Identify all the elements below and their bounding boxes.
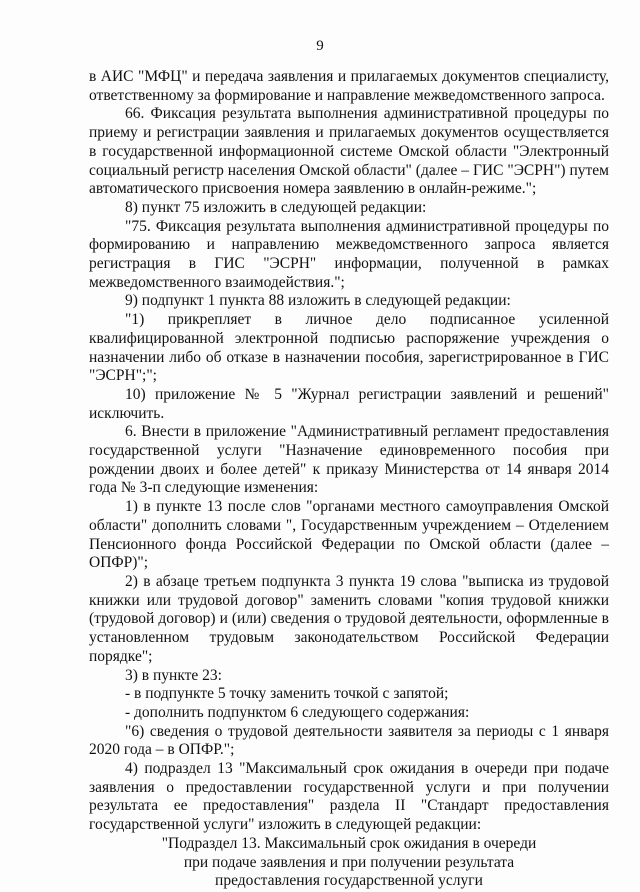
paragraph-change-3-dash-1: - в подпункте 5 точку заменить точкой с запятой; bbox=[125, 685, 449, 703]
document-body bbox=[89, 68, 609, 891]
paragraph-subitem-8: 8) пункт 75 изложить в следующей редакции: bbox=[125, 198, 427, 216]
paragraph-change-3: 3) в пункте 23: bbox=[125, 666, 222, 684]
paragraph-subitem-9: 9) подпункт 1 пункта 88 изложить в следующей редакции: bbox=[125, 292, 511, 310]
paragraph-item-66: 66. Фиксация результата выполнения административной процедуры по приему и регистрации заявления и прилагаемых документов осуществляется в государственной информационной системе Омской области "Электронный социальный регистр населения Омской области" (далее – ГИС "ЭСРН") путем автоматического присвоения номера заявлению в онлайн-режиме."; bbox=[89, 105, 609, 198]
paragraph-section-6: 6. Внести в приложение "Административный регламент предоставления государственной услуги "Назначение единовременного пособия при рождении двоих и более детей" к приказу Министерства от 14 января 2014 года № 3-п следующие изменения: bbox=[89, 423, 609, 497]
subsection-heading-line-1: "Подраздел 13. Максимальный срок ожидания в очереди bbox=[161, 834, 537, 852]
subsection-heading-line-3: предоставления государственной услуги bbox=[215, 872, 483, 890]
page-number: 9 bbox=[316, 38, 324, 54]
subsection-heading-line-2: при подаче заявления и при получении результата bbox=[183, 853, 515, 871]
paragraph-change-3-dash-2: - дополнить подпунктом 6 следующего содержания: bbox=[125, 703, 470, 721]
paragraph-change-1: 1) в пункте 13 после слов "органами местного самоуправления Омской области" дополнить словами ", Государственным учреждением – Отделением Пенсионного фонда Российской Федерации по Омской области (далее – ОПФР)"; bbox=[89, 498, 609, 572]
paragraph-quoted-subitem-1: "1) прикрепляет в личное дело подписанное усиленной квалифицированной электронной подписью распоряжение учреждения о назначении либо об отказе в назначении пособия, зарегистрированное в ГИС "ЭСРН";"; bbox=[89, 311, 609, 385]
paragraph-item-75: "75. Фиксация результата выполнения административной процедуры по формированию и направлению межведомственного запроса является регистрация в ГИС "ЭСРН" информации, полученной в рамках межведомственного взаимодействия."; bbox=[89, 217, 609, 291]
paragraph-change-2: 2) в абзаце третьем подпункта 3 пункта 19 слова "выписка из трудовой книжки или трудовой договор" заменить словами "копия трудовой книжки (трудовой договор) и (или) сведения о трудовой деятельности, оформленные в установленном трудовым законодательством Российской Федерации порядке"; bbox=[89, 572, 609, 665]
paragraph-change-4: 4) подраздел 13 "Максимальный срок ожидания в очереди при подаче заявления о предоставлении государственной услуги и при получении результата ее предоставления" раздела II "Стандарт предоставления государственной услуги" изложить в следующей редакции: bbox=[89, 760, 609, 834]
paragraph-continuation: в АИС "МФЦ" и передача заявления и прилагаемых документов специалисту, ответственному за формирование и направление межведомственного запроса. bbox=[89, 68, 609, 104]
paragraph-subitem-10: 10) приложение № 5 "Журнал регистрации заявлений и решений" исключить. bbox=[89, 385, 609, 422]
paragraph-quoted-subitem-6: "6) сведения о трудовой деятельности заявителя за периоды с 1 января 2020 года – в ОПФР."; bbox=[89, 722, 609, 759]
